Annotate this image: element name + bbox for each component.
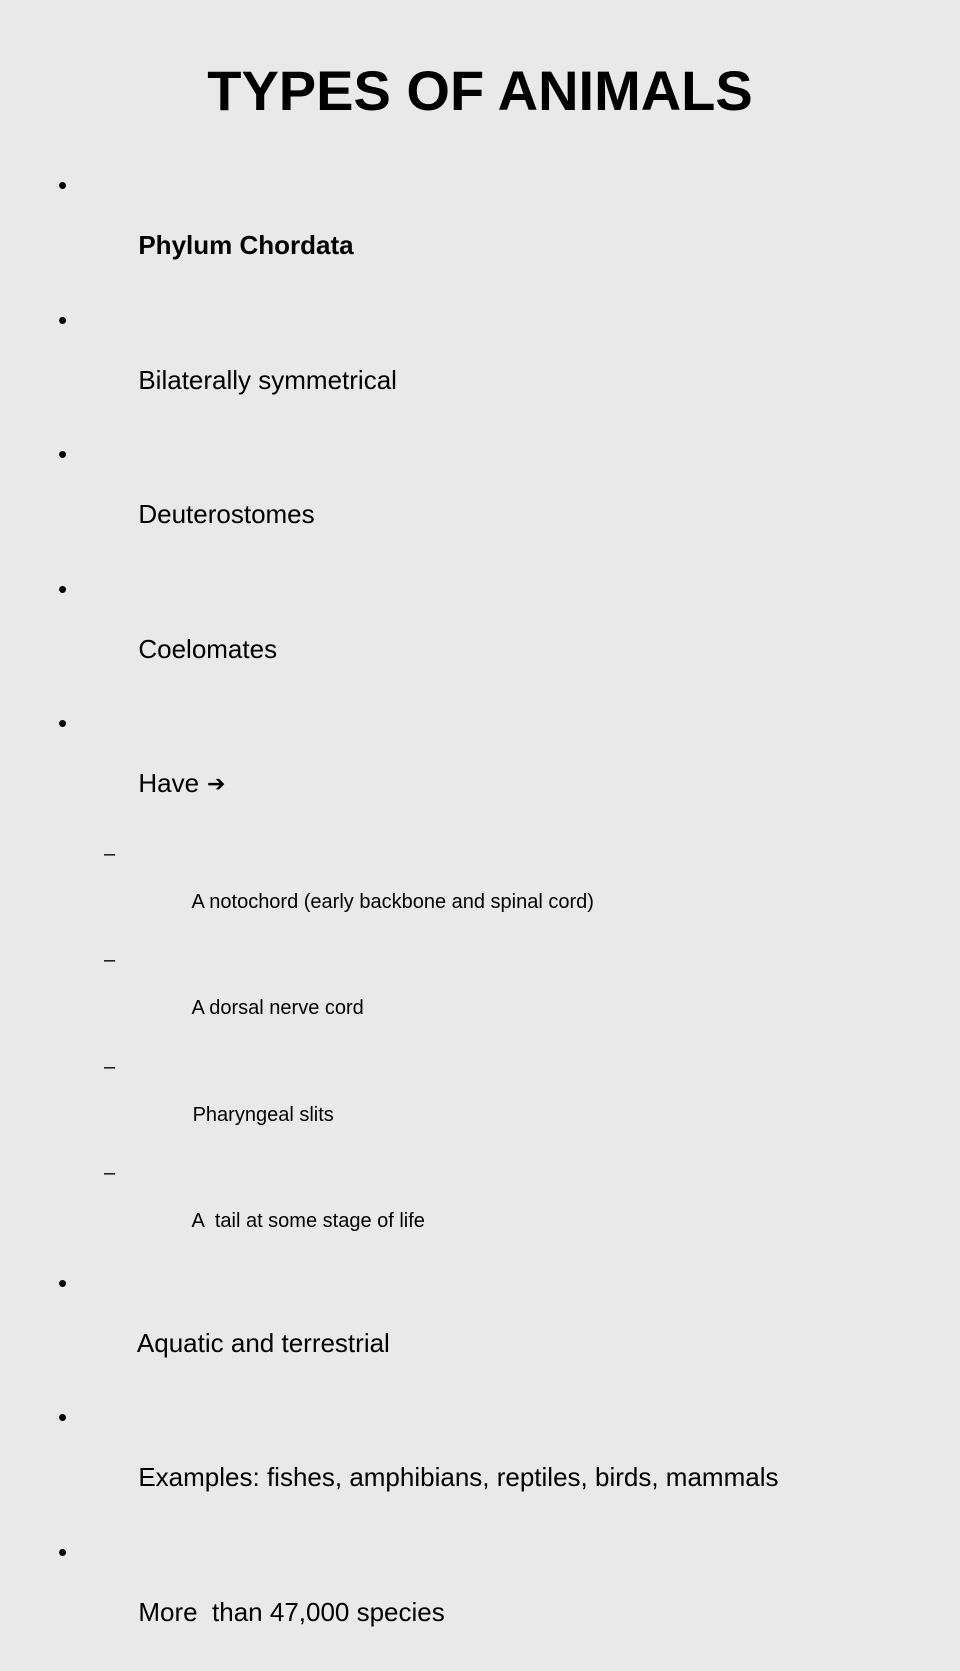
bullet-deuterostomes — [58, 439, 938, 559]
bullet-text: Aquatic and terrestrial — [136, 1327, 390, 1358]
bullet-marker: • — [58, 304, 68, 335]
bullet-marker: • — [58, 439, 68, 469]
sub-item-text: A notochord (early backbone and spinal cord) — [191, 890, 594, 913]
bullet-marker: • — [58, 708, 68, 738]
bullet-coelomates — [58, 574, 938, 694]
bullet-text: Phylum Chordata — [138, 230, 354, 260]
bullet-marker: • — [58, 1536, 68, 1567]
sub-item-text: A tail at some stage of life — [191, 1210, 425, 1232]
bullet-text: Deuterostomes — [138, 499, 315, 529]
slide-title: TYPES OF ANIMALS — [207, 59, 753, 122]
bullet-text: Bilaterally symmetrical — [138, 364, 397, 395]
bullet-text: Examples: fishes, amphibians, reptiles, birds, mammals — [138, 1462, 779, 1492]
bullet-marker: • — [58, 573, 68, 604]
bullet-examples — [58, 1402, 938, 1522]
sub-item-text: A dorsal nerve cord — [191, 997, 364, 1019]
sub-item-pharyngeal-slits — [58, 1055, 938, 1151]
bullet-symmetry — [58, 305, 938, 425]
bullet-marker: • — [58, 1402, 68, 1432]
sub-item-text: Pharyngeal slits — [192, 1103, 334, 1126]
bullet-text: Have — [138, 768, 200, 798]
sub-marker: – — [104, 1055, 116, 1078]
sub-bullet-list — [58, 842, 938, 1258]
bullet-have — [58, 708, 938, 829]
bullet-habitat — [58, 1268, 938, 1388]
sub-marker: – — [104, 949, 116, 971]
sub-marker: – — [104, 1162, 116, 1184]
bullet-text: More than 47,000 species — [138, 1596, 445, 1627]
sublist-container — [58, 842, 938, 1258]
bullet-marker: • — [58, 170, 68, 200]
bullet-marker: • — [58, 1267, 68, 1298]
sub-item-nerve-cord — [58, 948, 938, 1044]
bullet-species-count — [58, 1537, 938, 1657]
sub-item-tail — [58, 1161, 938, 1257]
bullet-phylum — [58, 170, 938, 290]
bullet-text: Coelomates — [138, 633, 278, 664]
bullet-list — [58, 170, 938, 1671]
sub-marker: – — [104, 842, 116, 865]
arrow-right-icon: ➔ — [207, 771, 226, 796]
sub-item-notochord — [58, 842, 938, 938]
